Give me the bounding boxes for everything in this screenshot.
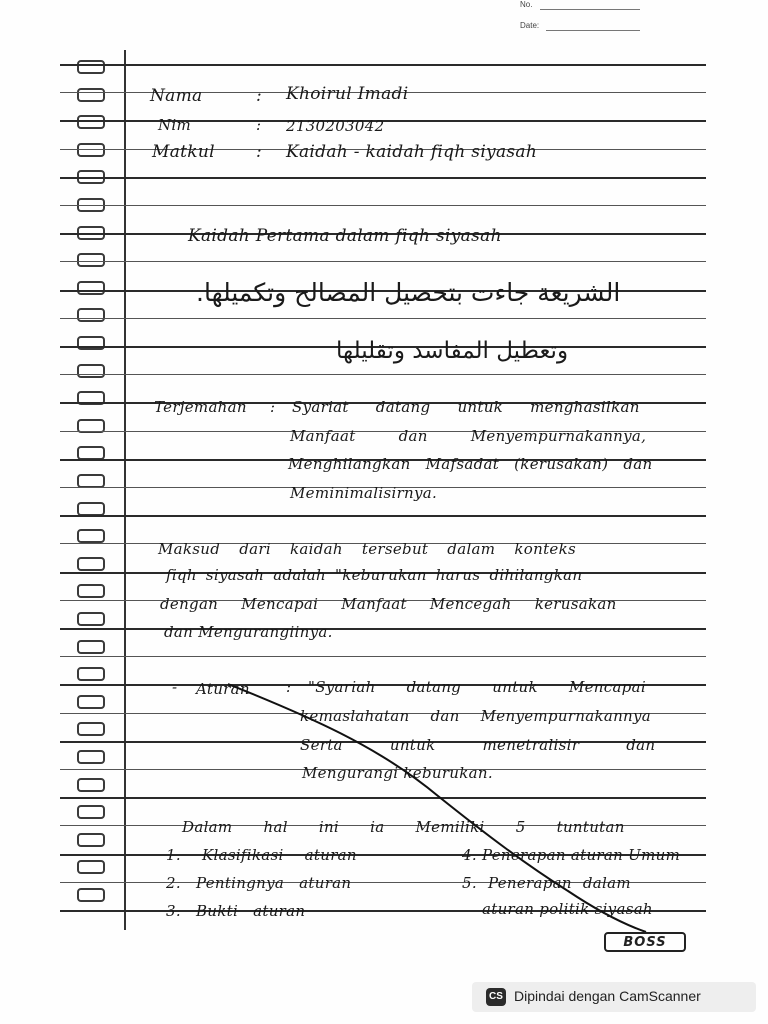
ruled-line [60, 64, 706, 66]
matkul-label: Matkul [152, 142, 215, 162]
binding-hole [77, 60, 105, 74]
aturan-line-3: Serta untuk menetralisir dan [300, 736, 656, 754]
binding-hole [77, 143, 105, 157]
binding-hole [77, 502, 105, 516]
maksud-line-3: dengan Mencapai Manfaat Mencegah kerusakan [160, 595, 617, 613]
binding-hole [77, 722, 105, 736]
binding-hole [77, 833, 105, 847]
dalam-item-5-cont: aturan politik siyasah [482, 900, 653, 918]
binding-hole [77, 88, 105, 102]
ruled-line [60, 374, 706, 375]
nim-label: Nim [158, 116, 192, 134]
dalam-item-5: 5. Penerapan dalam [462, 874, 631, 892]
matkul-colon: : [256, 142, 263, 162]
ruled-line [60, 656, 706, 657]
camscanner-text: Dipindai dengan CamScanner [514, 988, 701, 1004]
binding-hole [77, 281, 105, 295]
terjemahan-line-3: Menghilangkan Mafsadat (kerusakan) dan [288, 455, 653, 473]
terjemahan-line-4: Meminimalisirnya. [290, 484, 438, 502]
ruled-line [60, 177, 706, 179]
no-line [540, 9, 640, 10]
binding-hole [77, 667, 105, 681]
binding-hole [77, 557, 105, 571]
aturan-line-1: "Syariah datang untuk Mencapai [308, 678, 646, 696]
camscanner-icon: CS [486, 988, 506, 1006]
arabic-line-2: وتعطيل المفاسد وتقليلها [336, 338, 569, 364]
ruled-line [60, 318, 706, 319]
ruled-line [60, 205, 706, 206]
terjemahan-colon: : [270, 398, 276, 416]
date-label: Date: [520, 21, 540, 30]
binding-hole [77, 750, 105, 764]
dalam-item-1: 1. Klasifikasi aturan [166, 846, 357, 864]
binding-hole [77, 860, 105, 874]
binding-hole [77, 584, 105, 598]
aturan-line-4: Mengurangi keburukan. [302, 764, 493, 782]
aturan-bullet: - [172, 678, 178, 696]
binding-hole [77, 778, 105, 792]
dalam-item-2: 2. Pentingnya aturan [166, 874, 352, 892]
ruled-line [60, 628, 706, 630]
maksud-line-4: dan Mengurangiinya. [164, 623, 333, 641]
binding-hole [77, 888, 105, 902]
aturan-colon: : [286, 678, 292, 696]
notebook-brand-logo: BOSS [604, 932, 686, 952]
terjemahan-line-1: Syariat datang untuk menghasilkan [292, 398, 640, 416]
binding-hole [77, 612, 105, 626]
binding-hole [77, 364, 105, 378]
binding-hole [77, 253, 105, 267]
no-label: No. [520, 0, 533, 9]
terjemahan-label: Terjemahan [154, 398, 247, 416]
terjemahan-line-2: Manfaat dan Menyempurnakannya, [290, 427, 647, 445]
nim-colon: : [256, 116, 262, 134]
dalam-item-3: 3. Bukti aturan [166, 902, 306, 920]
nim-value: 2130203042 [286, 117, 385, 135]
nama-value: Khoirul Imadi [286, 84, 409, 104]
aturan-line-2: kemaslahatan dan Menyempurnakannya [300, 707, 652, 725]
nama-colon: : [256, 86, 263, 106]
nama-label: Nama [150, 86, 203, 106]
camscanner-watermark [472, 982, 756, 1012]
maksud-line-2: fiqh siyasah adalah "keburukan harus dihilangkan [166, 566, 583, 584]
ruled-line [60, 261, 706, 262]
binding-hole [77, 474, 105, 488]
binding-hole [77, 695, 105, 709]
date-line [546, 30, 640, 31]
binding-hole [77, 640, 105, 654]
arabic-line-1: الشريعة جاءت بتحصيل المصالح وتكميلها. [196, 278, 621, 307]
binding-hole [77, 308, 105, 322]
binding-hole [77, 529, 105, 543]
matkul-value: Kaidah - kaidah fiqh siyasah [286, 142, 538, 162]
aturan-label: Aturan [196, 680, 250, 698]
dalam-intro: Dalam hal ini ia Memiliki 5 tuntutan [182, 818, 625, 836]
binding-hole [77, 805, 105, 819]
strike-through-line [228, 676, 648, 936]
ruled-line [60, 515, 706, 517]
maksud-line-1: Maksud dari kaidah tersebut dalam konteks [158, 540, 576, 558]
section-title: Kaidah Pertama dalam fiqh siyasah [188, 226, 502, 246]
dalam-item-4: 4. Penerapan aturan Umum [462, 846, 681, 864]
